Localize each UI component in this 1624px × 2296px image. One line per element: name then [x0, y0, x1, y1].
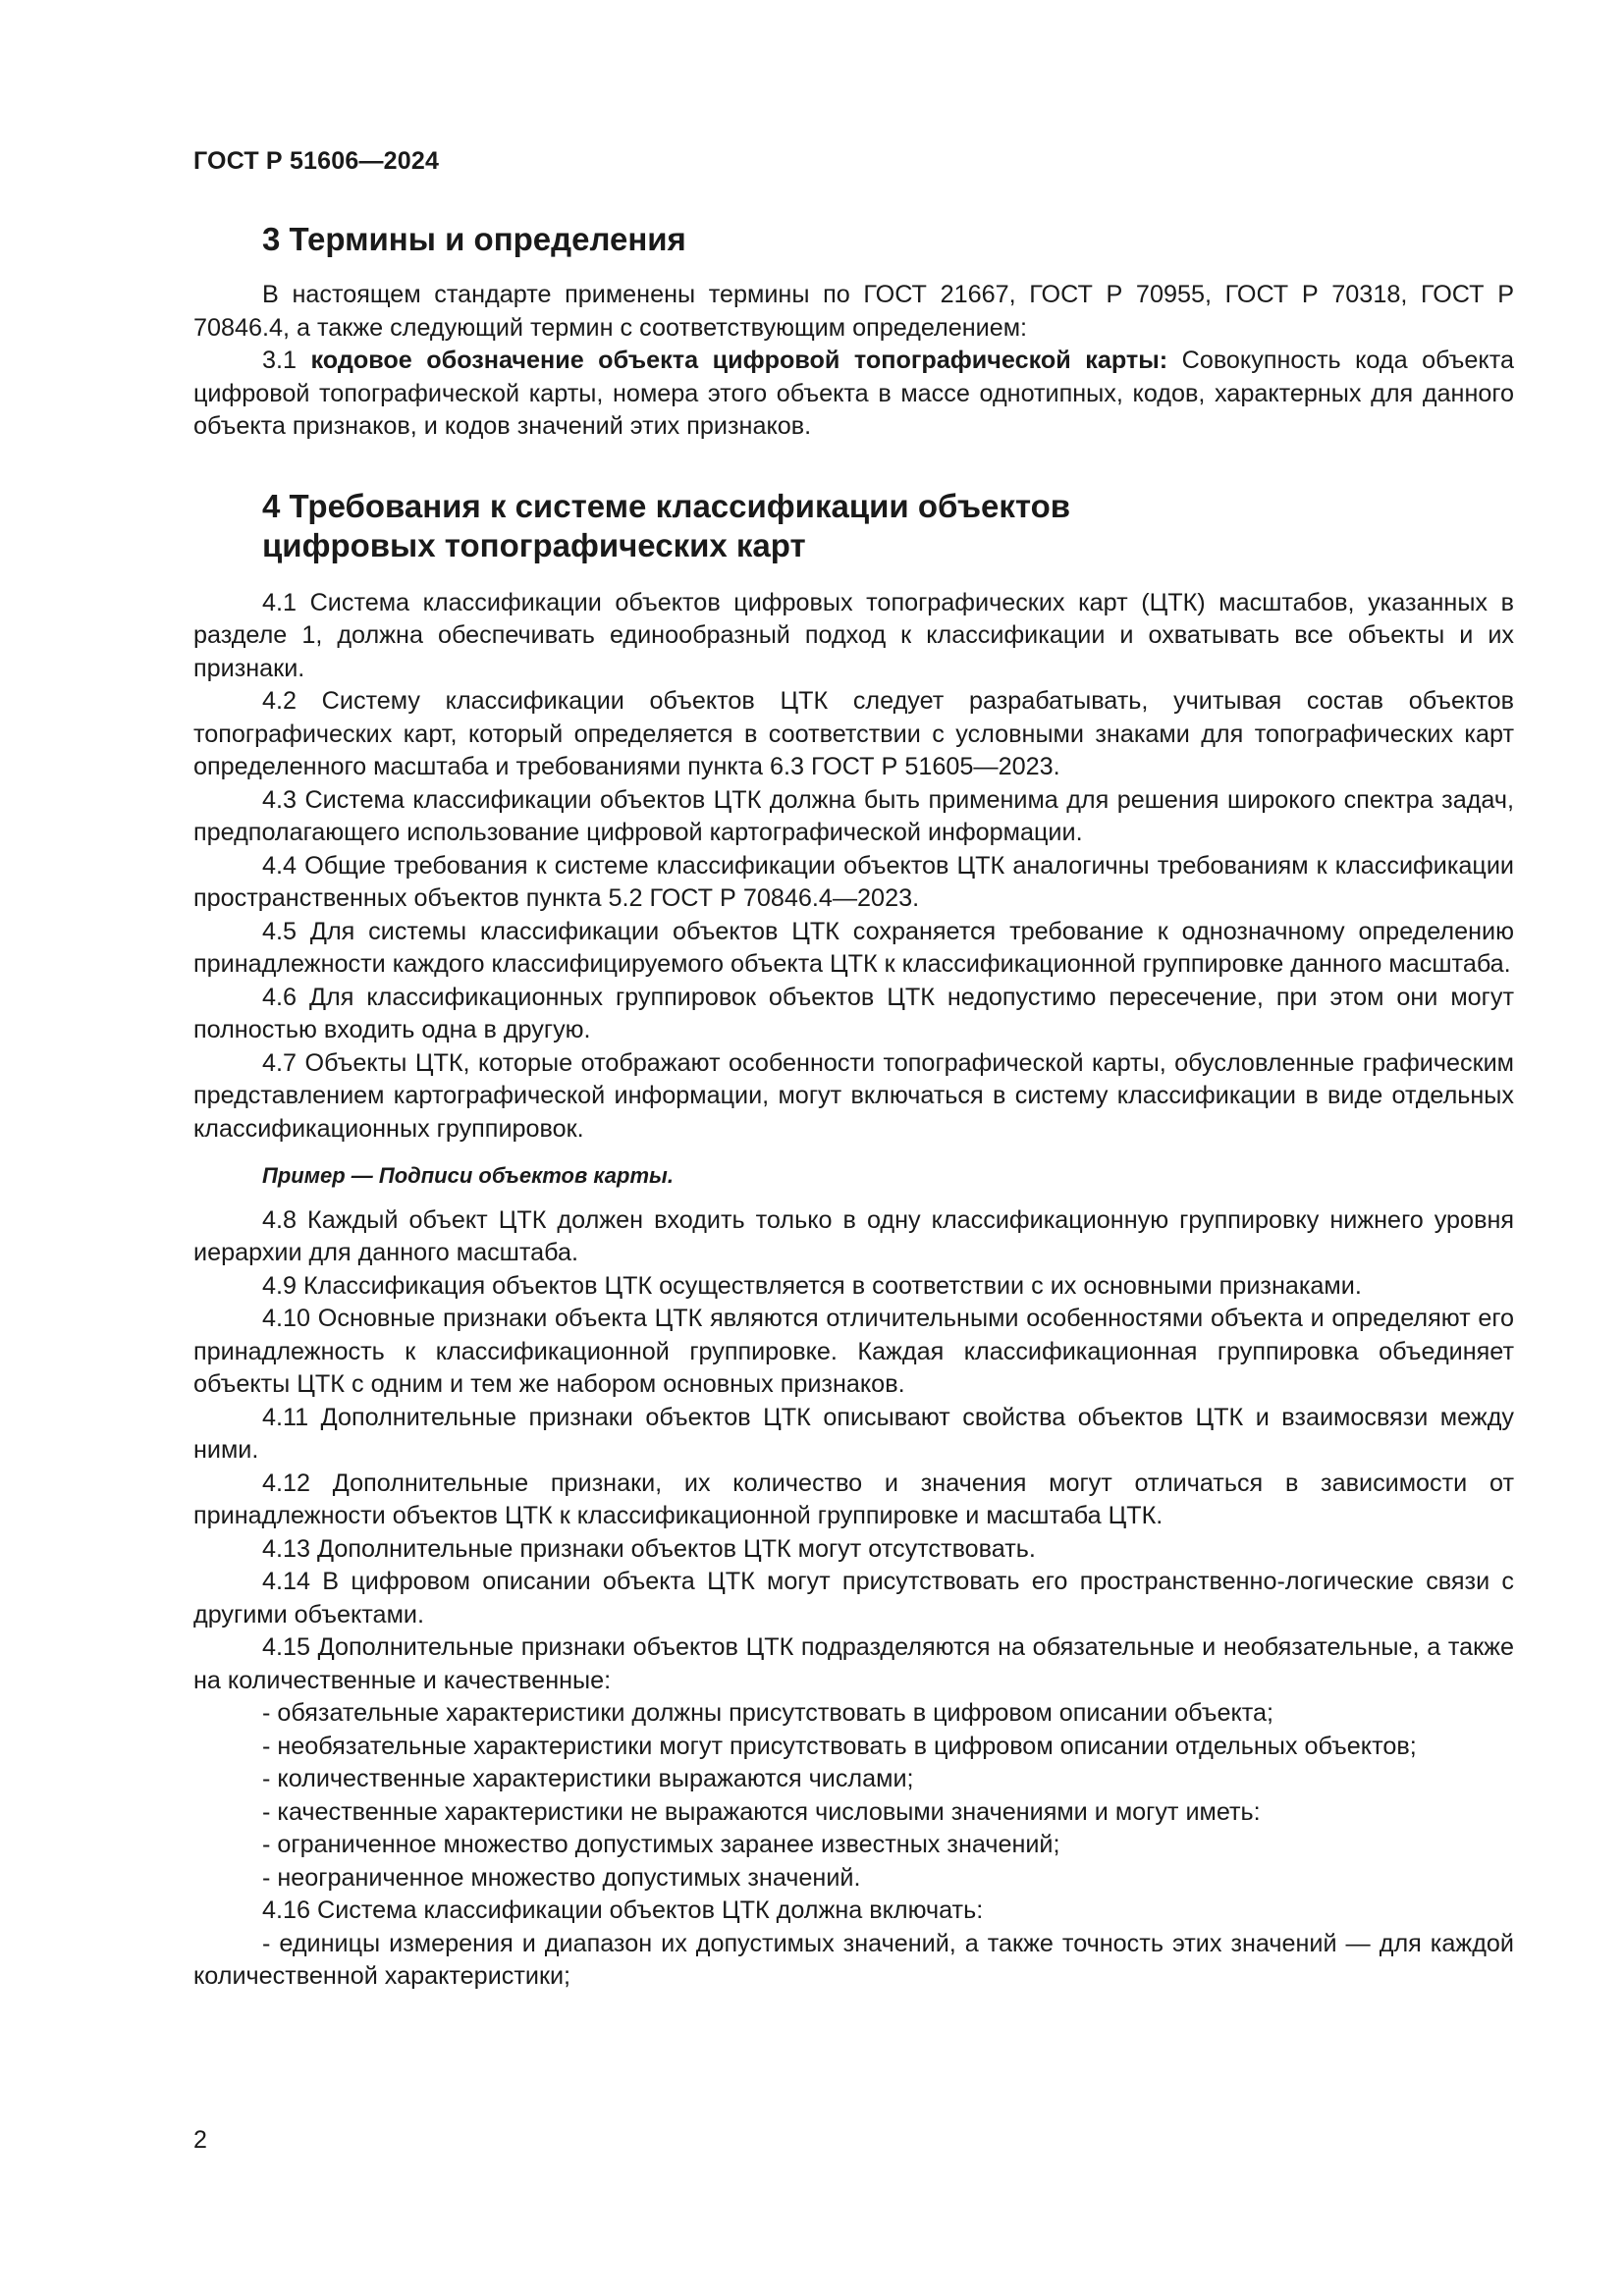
paragraph-4-15: 4.15 Дополнительные признаки объектов ЦТК подразделяются на обязательные и необязательные, а также на количественные и качественные:: [193, 1633, 1514, 1694]
section-4-title-line2: цифровых топографических карт: [262, 526, 806, 563]
paragraph-4-2: 4.2 Систему классификации объектов ЦТК следует разрабатывать, учитывая состав объектов топографических карт, который определяется в соответствии с условными знаками для топографических карт определенного масштаба и требованиями пункта 6.3 ГОСТ Р 51605—2023.: [193, 687, 1514, 780]
paragraph-4-10: 4.10 Основные признаки объекта ЦТК являются отличительными особенностями объекта и определяют его принадлежность к классификационной группировке. Каждая классификационная группировка объединяет объекты ЦТК с одним и тем же набором основных признаков.: [193, 1305, 1514, 1398]
paragraph-4-8: 4.8 Каждый объект ЦТК должен входить только в одну классификационную группировку нижнего уровня иерархии для данного масштаба.: [193, 1205, 1514, 1266]
term-3-1: [193, 345, 1514, 444]
list-item: - неограниченное множество допустимых значений.: [262, 1863, 861, 1892]
section-3-title: 3 Термины и определения: [262, 221, 686, 257]
paragraph-4-4: 4.4 Общие требования к системе классификации объектов ЦТК аналогичны требованиям к классификации пространственных объектов пункта 5.2 ГОСТ Р 70846.4—2023.: [193, 851, 1514, 912]
section-4-title-line1: 4 Требования к системе классификации объектов: [262, 487, 1071, 524]
paragraph-4-13: 4.13 Дополнительные признаки объектов ЦТК могут отсутствовать.: [262, 1534, 1036, 1563]
page-number: 2: [193, 2126, 207, 2154]
list-item: - обязательные характеристики должны присутствовать в цифровом описании объекта;: [262, 1699, 1274, 1727]
term-definition: Совокупность кода объекта цифровой топографической карты, номера этого объекта в массе однотипных, кодов, характерных для данного объекта признаков, и кодов значений этих признаков.: [193, 347, 1514, 440]
section-4-title: [193, 487, 1514, 565]
list-item: - необязательные характеристики могут присутствовать в цифровом описании отдельных объектов;: [262, 1732, 1417, 1760]
list-item: - единицы измерения и диапазон их допустимых значений, а также точность этих значений — для каждой количественной характеристики;: [193, 1929, 1514, 1990]
section-3-intro: В настоящем стандарте применены термины по ГОСТ 21667, ГОСТ Р 70955, ГОСТ Р 70318, ГОСТ Р 70846.4, а также следующий термин с соответствующим определением:: [193, 281, 1514, 342]
example-note: Пример — Подписи объектов карты.: [262, 1163, 674, 1188]
list-item: - ограниченное множество допустимых заранее известных значений;: [262, 1831, 1060, 1858]
document-code-header: ГОСТ Р 51606—2024: [193, 147, 440, 175]
paragraph-4-14: 4.14 В цифровом описании объекта ЦТК могут присутствовать его пространственно-логические связи с другими объектами.: [193, 1568, 1514, 1629]
paragraph-4-16: 4.16 Система классификации объектов ЦТК должна включать:: [262, 1896, 984, 1924]
paragraph-4-5: 4.5 Для системы классификации объектов ЦТК сохраняется требование к однозначному определению принадлежности каждого классифицируемого объекта ЦТК к классификационной группировке данного масштаба.: [193, 917, 1514, 978]
paragraph-4-9: 4.9 Классификация объектов ЦТК осуществляется в соответствии с их основными признаками.: [262, 1271, 1362, 1300]
paragraph-4-11: 4.11 Дополнительные признаки объектов ЦТК описывают свойства объектов ЦТК и взаимосвязи между ними.: [193, 1403, 1514, 1464]
paragraph-4-7: 4.7 Объекты ЦТК, которые отображают особенности топографической карты, обусловленные графическим представлением картографической информации, могут включаться в систему классификации в виде отдельных классификационных группировок.: [193, 1048, 1514, 1143]
paragraph-4-3: 4.3 Система классификации объектов ЦТК должна быть применима для решения широкого спектра задач, предполагающего использование цифровой картографической информации.: [193, 785, 1514, 846]
paragraph-4-12: 4.12 Дополнительные признаки, их количество и значения могут отличаться в зависимости от принадлежности объектов ЦТК к классификационной группировке и масштаба ЦТК.: [193, 1468, 1514, 1529]
term-name: кодовое обозначение объекта цифровой топографической карты:: [310, 347, 1168, 374]
document-body: [193, 220, 1514, 1994]
paragraph-4-1: 4.1 Система классификации объектов цифровых топографических карт (ЦТК) масштабов, указанных в разделе 1, должна обеспечивать единообразный подход к классификации и охватывать все объекты и их признаки.: [193, 588, 1514, 682]
list-item: - количественные характеристики выражаются числами;: [262, 1765, 914, 1792]
list-item: - качественные характеристики не выражаются числовыми значениями и могут иметь:: [262, 1797, 1261, 1826]
term-number: 3.1: [262, 347, 311, 374]
paragraph-4-6: 4.6 Для классификационных группировок объектов ЦТК недопустимо пересечение, при этом они могут полностью входить одна в другую.: [193, 983, 1514, 1043]
